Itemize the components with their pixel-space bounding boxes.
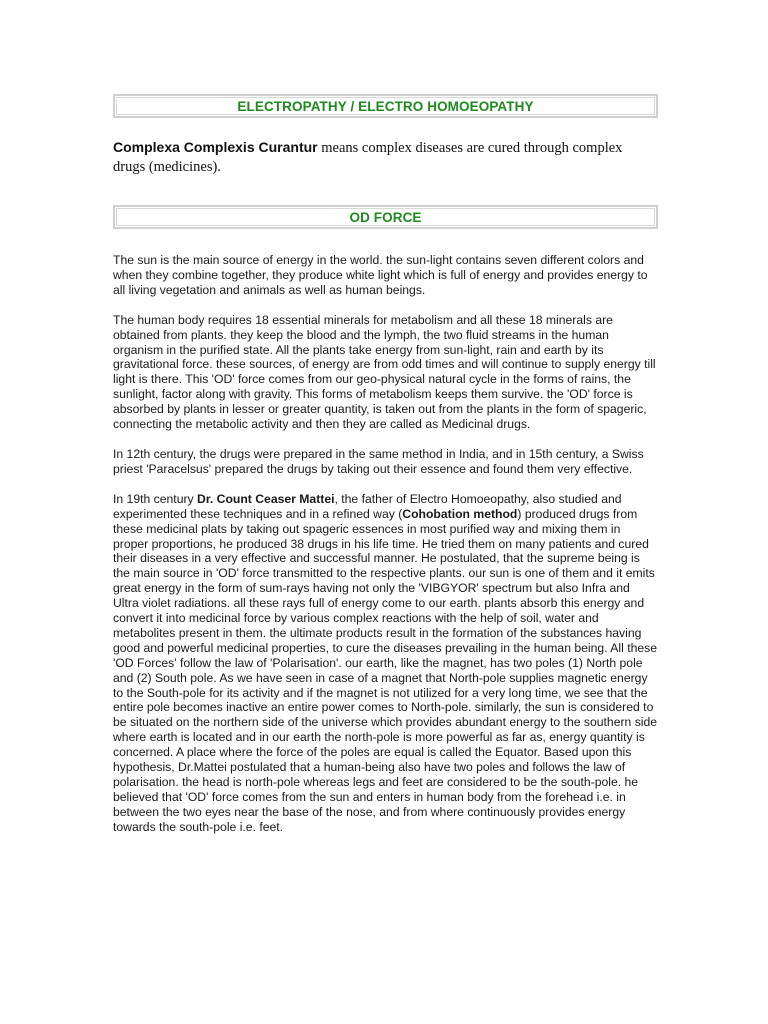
section-heading-box-od-force (113, 205, 658, 229)
section-heading-electropathy: ELECTROPATHY / ELECTRO HOMOEOPATHY (237, 98, 534, 114)
paragraph-minerals: The human body requires 18 essential minerals for metabolism and all these 18 minerals are obtained from plants. they keep the blood and the lymph, the two fluid streams in the human organism in the purified state. All the plants take energy from sun-light, rain and earth by its gravitational force. these sources, of energy are from odd times and will continue to supply energy till light is there. This 'OD' force comes from our geo-physical natural cycle in the forms of rains, the sunlight, factor along with gravity. This forms of metabolism keeps them survive. the 'OD' force is absorbed by plants in lesser or greater quantity, is taken out from the plants in the form of spageric, connecting the metabolic activity and then they are called as Medicinal drugs. (113, 312, 656, 432)
cohobation-method: Cohobation method (402, 506, 518, 521)
intro-lead-phrase: Complexa Complexis Curantur (113, 139, 318, 155)
mattei-text-part-3: ) produced drugs from these medicinal plats by taking out spageric essences in most purified way and mixing them in proper proportions, he produced 38 drugs in his life time. He tried them on many patients and cured their diseases in a very effective and successful manner. He postulated, that the supreme being is the main source in 'OD' force transmitted to the respective plants. our sun is one of them and it emits great energy in the form of sum-rays having not only the 'VIBGYOR' spectrum but also Infra and Ultra violet radiations. all these rays full of energy come to our earth. plants absorb this energy and convert it into medicinal force by various complex reactions with the help of soil, water and metabolites present in them. the ultimate products result in the formation of the substances having good and powerful medicinal properties, to cure the diseases prevailing in the human being. All these 'OD Forces' follow the law of 'Polarisation'. our earth, like the magnet, has two poles (1) North pole and (2) South pole. As we have seen in case of a magnet that North-pole supplies magnetic energy to the South-pole for its activity and if the magnet is not utilized for a very long time, we see that the entire pole becomes inactive an entire power comes to North-pole. similarly, the sun is considered to be situated on the northern side of the universe which provides abundant energy to the southern side where earth is located and in our earth the north-pole is more powerful as far as, energy quantity is concerned. A place where the force of the poles are equal is called the Equator. Based upon this hypothesis, Dr.Mattei postulated that a human-being also have two poles and follows the law of polarisation. the head is north-pole whereas legs and feet are considered to be the south-pole. he believed that 'OD' force comes from the sun and enters in human body from the forehead i.e. in between the two eyes near the base of the nose, and from where continuously provides energy towards the south-pole i.e. feet. (113, 506, 658, 834)
section-heading-od-force: OD FORCE (349, 209, 422, 225)
paragraph-history: In 12th century, the drugs were prepared in the same method in India, and in 15th century, a Swiss priest 'Paracelsus' prepared the drugs by taking out their essence and found them very effective. (113, 446, 644, 476)
mattei-text-part-2: , the father of Electro Homoeopathy, also studied and experimented these techniques and in a refined way ( (113, 491, 622, 521)
intro-text: means complex diseases are cured through complex drugs (medicines). (113, 140, 623, 175)
section-heading-box-electropathy (113, 94, 658, 118)
mattei-name: Dr. Count Ceaser Mattei (197, 491, 335, 506)
paragraph-sun-energy: The sun is the main source of energy in the world. the sun-light contains seven different colors and when they combine together, they produce white light which is full of energy and provides energy to all living vegetation and animals as well as human beings. (113, 253, 648, 297)
document-page (113, 94, 658, 835)
intro-sentence (113, 138, 658, 177)
mattei-text-part-1: In 19th century (113, 491, 198, 506)
paragraph-mattei (113, 492, 658, 835)
